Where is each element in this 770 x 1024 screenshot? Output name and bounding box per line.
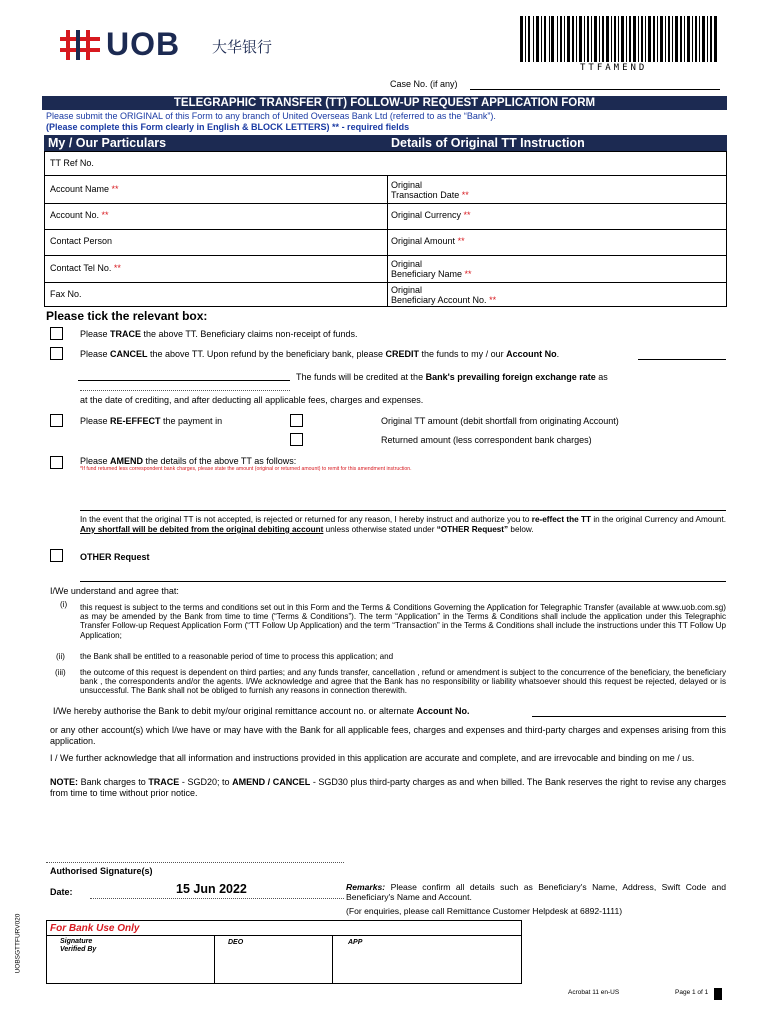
corner-marker bbox=[714, 988, 722, 1000]
account-no-field[interactable] bbox=[125, 206, 383, 226]
section-original-tt-label: Details of Original TT Instruction bbox=[391, 136, 585, 150]
reeffect-post: the payment in bbox=[160, 416, 223, 426]
instruction-block-letters: (Please complete this Form clearly in English & BLOCK LETTERS) ** - required fields bbox=[46, 122, 410, 132]
form-title bbox=[42, 96, 727, 110]
not-accepted-shortfall: Any shortfall will be debited from the original debiting account bbox=[80, 525, 324, 534]
orig-currency-text: Original Currency bbox=[391, 210, 462, 220]
reeffect-checkbox[interactable] bbox=[50, 414, 63, 427]
term-3-num: (iii) bbox=[55, 668, 66, 677]
orig-transaction-date-required: ** bbox=[461, 190, 469, 200]
orig-amount-label bbox=[391, 236, 465, 246]
orig-beneficiary-account-line1: Original bbox=[391, 285, 423, 295]
trace-post: the above TT. Beneficiary claims non-receipt of funds. bbox=[141, 329, 358, 339]
orig-beneficiary-name-required: ** bbox=[464, 269, 472, 279]
fax-no-label bbox=[50, 289, 82, 299]
orig-transaction-date-label bbox=[391, 180, 469, 200]
not-accepted-pre: In the event that the original TT is not accepted, is rejected or returned for any reason, I hereby instruct and authorize you to bbox=[80, 515, 532, 524]
orig-beneficiary-name-label bbox=[391, 259, 472, 279]
trace-checkbox[interactable] bbox=[50, 327, 63, 340]
amend-post: the details of the above TT as follows: bbox=[143, 456, 297, 466]
at-date-text: at the date of crediting, and after deducting all applicable fees, charges and expenses. bbox=[80, 395, 424, 405]
remarks-body: Please confirm all details such as Beneficiary's Name, Address, Swift Code and Beneficiary's Name and Account. bbox=[346, 882, 726, 902]
not-accepted-text bbox=[80, 515, 726, 535]
tt-ref-label: TT Ref No. bbox=[50, 158, 94, 168]
section-original-tt bbox=[387, 135, 727, 151]
not-accepted-mid: in the original Currency and Amount. bbox=[591, 515, 726, 524]
orig-beneficiary-name-line2: Beneficiary Name bbox=[391, 269, 463, 279]
uob-logo bbox=[60, 28, 300, 62]
funds-pre: The funds will be credited at the bbox=[296, 372, 426, 382]
amend-bold: AMEND bbox=[110, 456, 144, 466]
uob-logo-mark bbox=[60, 28, 100, 62]
orig-amount-field[interactable] bbox=[490, 232, 723, 252]
cancel-account-field[interactable] bbox=[638, 359, 726, 360]
alternate-account-field[interactable] bbox=[532, 716, 726, 717]
orig-transaction-date-field[interactable] bbox=[490, 178, 723, 200]
funds-bold: Bank's prevailing foreign exchange rate bbox=[425, 372, 596, 382]
tick-heading: Please tick the relevant box: bbox=[46, 309, 208, 323]
authorise-text bbox=[53, 706, 470, 716]
other-accounts-text: or any other account(s) which I/we have or may have with the Bank for all applicable fees, charges and expenses and third-party charges and expenses arising from this application. bbox=[50, 725, 726, 746]
orig-amount-text: Original Amount bbox=[391, 236, 456, 246]
term-1-num: (i) bbox=[60, 600, 68, 609]
trace-pre: Please bbox=[80, 329, 111, 339]
not-accepted-bold: re-effect the TT bbox=[531, 515, 592, 524]
cancel-mid2: the funds to my / our bbox=[419, 349, 507, 359]
remarks-text bbox=[346, 882, 726, 902]
barcode bbox=[520, 16, 720, 76]
amend-pre: Please bbox=[80, 456, 111, 466]
signature-field[interactable] bbox=[46, 820, 344, 862]
orig-beneficiary-account-label bbox=[391, 285, 496, 305]
fax-no-field[interactable] bbox=[100, 285, 383, 305]
account-name-required: ** bbox=[111, 184, 119, 194]
note-post: - SGD30 plus third-party charges as and when billed. The Bank reserves the right to revise any charges from time to time without prior notice. bbox=[50, 777, 727, 798]
authorise-bold: Account No. bbox=[416, 706, 470, 716]
reeffect-bold: RE-EFFECT bbox=[110, 416, 161, 426]
section-my-particulars bbox=[44, 135, 387, 151]
note-mid: - SGD20; to bbox=[179, 777, 233, 787]
cancel-mid: the above TT. Upon refund by the beneficiary bank, please bbox=[147, 349, 386, 359]
orig-currency-field[interactable] bbox=[490, 206, 723, 226]
acrobat-version: Acrobat 11 en-US bbox=[568, 989, 620, 996]
bank-use-table bbox=[46, 920, 522, 984]
logo-chinese: 大华银行 bbox=[212, 38, 273, 56]
form-title-text: TELEGRAPHIC TRANSFER (TT) FOLLOW-UP REQUEST APPLICATION FORM bbox=[173, 97, 596, 109]
enquiries-text: (For enquiries, please call Remittance Customer Helpdesk at 6892-1111) bbox=[346, 906, 623, 916]
case-no-field[interactable] bbox=[470, 89, 720, 90]
not-accepted-mid2: unless otherwise stated under bbox=[323, 525, 437, 534]
account-no-label bbox=[50, 210, 109, 220]
amend-label bbox=[80, 456, 296, 466]
funds-post: as bbox=[595, 372, 608, 382]
note-pre: Bank charges to bbox=[78, 777, 149, 787]
reeffect-label bbox=[80, 416, 222, 426]
authorise-pre: I/We hereby authorise the Bank to debit my/our original remittance account no. or alternate bbox=[53, 706, 417, 716]
not-accepted-post: below. bbox=[508, 525, 534, 534]
term-1-text: this request is subject to the terms and conditions set out in this Form and the Terms & Conditions Governing the Application for Telegraphic Transfer (available at www.uob.com.sg) as may be amended by the Bank from time to time (“Terms & Conditions”). The term “Application” in the Terms & Conditions shall include the application under this Telegraphic Transfer Follow-up Request Application Form (“TT Follow Up Application) and the term “Transaction” in the Terms & Conditions shall include the instructions under this TT Follow Up Application; bbox=[80, 603, 726, 640]
page-number: Page 1 of 1 bbox=[675, 989, 709, 996]
note-amend-cancel: AMEND / CANCEL bbox=[232, 777, 311, 787]
term-2-text: the Bank shall be entitled to a reasonable period of time to process this application; and bbox=[80, 652, 394, 661]
logo-brand: UOB bbox=[106, 26, 181, 62]
term-3-text: the outcome of this request is dependent on third parties; and any funds transfer, cancellation , refund or amendment is subject to the concurrence of the beneficiary, the beneficiary bank , the correspondents and/or the agents. I/We acknowledge and agree that the Bank has no responsibility or liability whatsoever should this request be rejected, delayed or is unsuccessful. The Bank shall not be obliged to furnish any reasons in connection therewith. bbox=[80, 668, 726, 696]
date-label: Date: bbox=[50, 887, 73, 897]
orig-amount-required: ** bbox=[457, 236, 465, 246]
note-label: NOTE: bbox=[50, 777, 78, 787]
contact-person-field[interactable] bbox=[125, 232, 383, 252]
orig-beneficiary-account-field[interactable] bbox=[520, 285, 723, 305]
note-trace: TRACE bbox=[148, 777, 180, 787]
reeffect-returned-checkbox[interactable] bbox=[290, 433, 303, 446]
remarks-label: Remarks: bbox=[346, 882, 386, 892]
trace-label bbox=[80, 329, 357, 339]
reeffect-returned-label: Returned amount (less correspondent bank charges) bbox=[381, 435, 592, 445]
cancel-account-no: Account No bbox=[506, 349, 557, 359]
sig-verified-label: Signature Verified By bbox=[60, 938, 97, 953]
acknowledge-text: I / We further acknowledge that all information and instructions provided in this application are accurate and complete, and are irrevocable and binding on me / us. bbox=[50, 753, 695, 763]
contact-tel-required: ** bbox=[113, 263, 121, 273]
contact-person-label bbox=[50, 236, 112, 246]
reeffect-original-checkbox[interactable] bbox=[290, 414, 303, 427]
trace-bold: TRACE bbox=[110, 329, 142, 339]
account-name-text: Account Name bbox=[50, 184, 110, 194]
not-accepted-other: “OTHER Request” bbox=[436, 525, 509, 534]
barcode-bars bbox=[520, 16, 720, 64]
other-request-field[interactable] bbox=[80, 563, 726, 579]
account-no-text: Account No. bbox=[50, 210, 100, 220]
instruction-original: Please submit the ORIGINAL of this Form to any branch of United Overseas Bank Ltd (referred to as the “Bank”). bbox=[46, 111, 496, 121]
app-label: APP bbox=[348, 939, 363, 946]
contact-tel-text: Contact Tel No. bbox=[50, 263, 112, 273]
contact-tel-label bbox=[50, 263, 121, 273]
cancel-label bbox=[80, 349, 559, 359]
account-name-label bbox=[50, 184, 119, 194]
orig-beneficiary-account-line2: Beneficiary Account No. bbox=[391, 295, 487, 305]
account-no-required: ** bbox=[101, 210, 109, 220]
cancel-credit: CREDIT bbox=[385, 349, 420, 359]
other-request-label: OTHER Request bbox=[80, 552, 150, 562]
credit-rate-field[interactable] bbox=[78, 380, 290, 381]
side-code: UOBSGTTFURV020 bbox=[14, 913, 22, 974]
amend-checkbox[interactable] bbox=[50, 456, 63, 469]
cancel-checkbox[interactable] bbox=[50, 347, 63, 360]
reeffect-pre: Please bbox=[80, 416, 111, 426]
signature-label: Authorised Signature(s) bbox=[50, 866, 153, 876]
term-2-num: (ii) bbox=[56, 652, 65, 661]
deo-label: DEO bbox=[228, 939, 244, 946]
fax-no-text: Fax No. bbox=[50, 289, 82, 299]
other-request-checkbox[interactable] bbox=[50, 549, 63, 562]
orig-transaction-date-line2: Transaction Date bbox=[391, 190, 460, 200]
cancel-pre: Please bbox=[80, 349, 111, 359]
case-no-label: Case No. (if any) bbox=[390, 79, 458, 89]
cancel-bold: CANCEL bbox=[110, 349, 148, 359]
orig-transaction-date-line1: Original bbox=[391, 180, 423, 190]
date-value[interactable]: 15 Jun 2022 bbox=[176, 882, 247, 896]
contact-person-text: Contact Person bbox=[50, 236, 113, 246]
amend-note: *If fund returned less correspondent bank charges, please state the amount (original or returned amount) to remit for this amendment instruction. bbox=[80, 466, 412, 472]
cancel-post: . bbox=[556, 349, 560, 359]
understand-heading: I/We understand and agree that: bbox=[50, 586, 179, 596]
orig-beneficiary-name-field[interactable] bbox=[490, 258, 723, 279]
orig-currency-label bbox=[391, 210, 471, 220]
contact-tel-field[interactable] bbox=[140, 258, 383, 279]
orig-beneficiary-account-required: ** bbox=[489, 295, 497, 305]
tt-ref-field[interactable] bbox=[110, 154, 720, 172]
barcode-text: TTFAMEND bbox=[580, 63, 648, 73]
reeffect-original-label: Original TT amount (debit shortfall from originating Account) bbox=[381, 416, 619, 426]
orig-currency-required: ** bbox=[463, 210, 471, 220]
section-my-particulars-label: My / Our Particulars bbox=[48, 136, 167, 150]
account-name-field[interactable] bbox=[135, 178, 383, 200]
note-text bbox=[50, 777, 726, 799]
orig-beneficiary-name-line1: Original bbox=[391, 259, 423, 269]
bank-use-heading: For Bank Use Only bbox=[50, 923, 140, 934]
amend-details-field[interactable] bbox=[80, 476, 726, 508]
funds-credited-label bbox=[296, 372, 608, 382]
